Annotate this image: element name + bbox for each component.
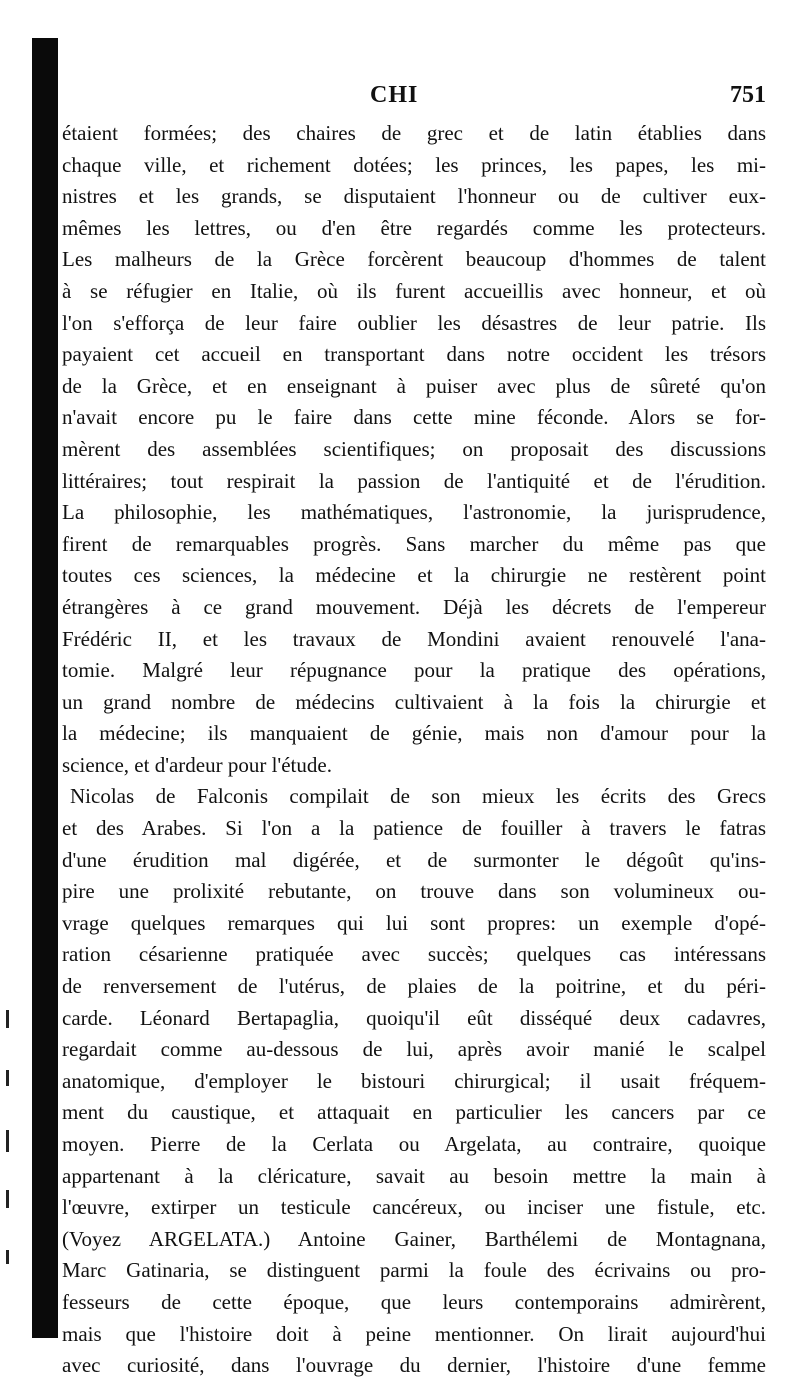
margin-speck — [6, 1190, 9, 1208]
text-line: littéraires; tout respirait la passion de l'antiquité et de l'érudition. — [62, 468, 766, 493]
text-line: à se réfugier en Italie, où ils furent accueillis avec honneur, et où — [62, 278, 766, 303]
text-line: vrage quelques remarques qui lui sont propres: un exemple d'opé- — [62, 910, 766, 935]
text-line: étaient formées; des chaires de grec et de latin établies dans — [62, 121, 766, 145]
text-line: de la Grèce, et en enseignant à puiser avec plus de sûreté qu'on — [62, 373, 766, 398]
text-line: ment du caustique, et attaquait en particulier les cancers par ce — [62, 1100, 766, 1125]
margin-speck — [6, 1250, 9, 1264]
text-line: Frédéric II, et les travaux de Mondini avaient renouvelé l'ana- — [62, 626, 766, 651]
text-line: payaient cet accueil en transportant dans notre occident les trésors — [62, 342, 766, 367]
text-line: regardait comme au-dessous de lui, après avoir manié le scalpel — [62, 1037, 766, 1062]
page-number: 751 — [730, 82, 766, 108]
page-header — [62, 82, 766, 116]
text-line: nistres et les grands, se disputaient l'honneur ou de cultiver eux- — [62, 184, 766, 209]
margin-specks — [0, 1010, 20, 1310]
margin-speck — [6, 1010, 9, 1028]
text-line: ration césarienne pratiquée avec succès; quelques cas intéressans — [62, 942, 766, 967]
text-line: toutes ces sciences, la médecine et la chirurgie ne restèrent point — [62, 563, 766, 588]
text-line: chaque ville, et richement dotées; les princes, les papes, les mi- — [62, 152, 766, 177]
running-head: CHI — [370, 82, 419, 108]
text-line: et des Arabes. Si l'on a la patience de fouiller à travers le fatras — [62, 816, 766, 841]
text-line: pire une prolixité rebutante, on trouve dans son volumineux ou- — [62, 879, 766, 904]
text-line: avec curiosité, dans l'ouvrage du dernier, l'histoire d'une femme — [62, 1353, 766, 1378]
text-line: de renversement de l'utérus, de plaies de la poitrine, et du péri- — [62, 974, 766, 999]
text-line: fesseurs de cette époque, que leurs contemporains admirèrent, — [62, 1289, 766, 1314]
text-line: mèrent des assemblées scientifiques; on proposait des discussions — [62, 436, 766, 461]
text-line: étrangères à ce grand mouvement. Déjà les décrets de l'empereur — [62, 594, 766, 619]
text-line: Les malheurs de la Grèce forcèrent beaucoup d'hommes de talent — [62, 247, 766, 272]
text-line: la médecine; ils manquaient de génie, mais non d'amour pour la — [62, 721, 766, 746]
binding-shadow — [32, 38, 58, 1338]
text-line: l'on s'efforça de leur faire oublier les désastres de leur patrie. Ils — [62, 310, 766, 335]
text-line: moyen. Pierre de la Cerlata ou Argelata, au contraire, quoique — [62, 1132, 766, 1156]
text-line: firent de remarquables progrès. Sans marcher du même pas que — [62, 531, 766, 556]
text-line: (Voyez ARGELATA.) Antoine Gainer, Barthélemi de Montagnana, — [62, 1226, 766, 1251]
text-line: l'œuvre, extirper un testicule cancéreux, ou inciser une fistule, etc. — [62, 1195, 766, 1220]
text-line: mais que l'histoire doit à peine mentionner. On lirait aujourd'hui — [62, 1321, 766, 1346]
text-line: carde. Léonard Bertapaglia, quoiqu'il eût disséqué deux cadavres, — [62, 1005, 766, 1030]
text-line: un grand nombre de médecins cultivaient à la fois la chirurgie et — [62, 689, 766, 714]
text-line: anatomique, d'employer le bistouri chirurgical; il usait fréquem- — [62, 1068, 766, 1093]
paragraph-end-line: science, et d'ardeur pour l'étude. — [62, 752, 332, 777]
text-line: d'une érudition mal digérée, et de surmonter le dégoût qu'ins- — [62, 847, 766, 872]
margin-speck — [6, 1070, 9, 1086]
text-line: Marc Gatinaria, se distinguent parmi la foule des écrivains ou pro- — [62, 1258, 766, 1283]
margin-speck — [6, 1130, 9, 1152]
paragraph-start-line: Nicolas de Falconis compilait de son mieux les écrits des Grecs — [70, 784, 766, 809]
text-line: mêmes les lettres, ou d'en être regardés comme les protecteurs. — [62, 215, 766, 240]
text-line: appartenant à la cléricature, savait au besoin mettre la main à — [62, 1163, 766, 1188]
text-line: n'avait encore pu le faire dans cette mine féconde. Alors se for- — [62, 405, 766, 430]
body-text — [62, 118, 766, 1382]
text-line: La philosophie, les mathématiques, l'astronomie, la jurisprudence, — [62, 500, 766, 525]
text-line: tomie. Malgré leur répugnance pour la pratique des opérations, — [62, 658, 766, 683]
